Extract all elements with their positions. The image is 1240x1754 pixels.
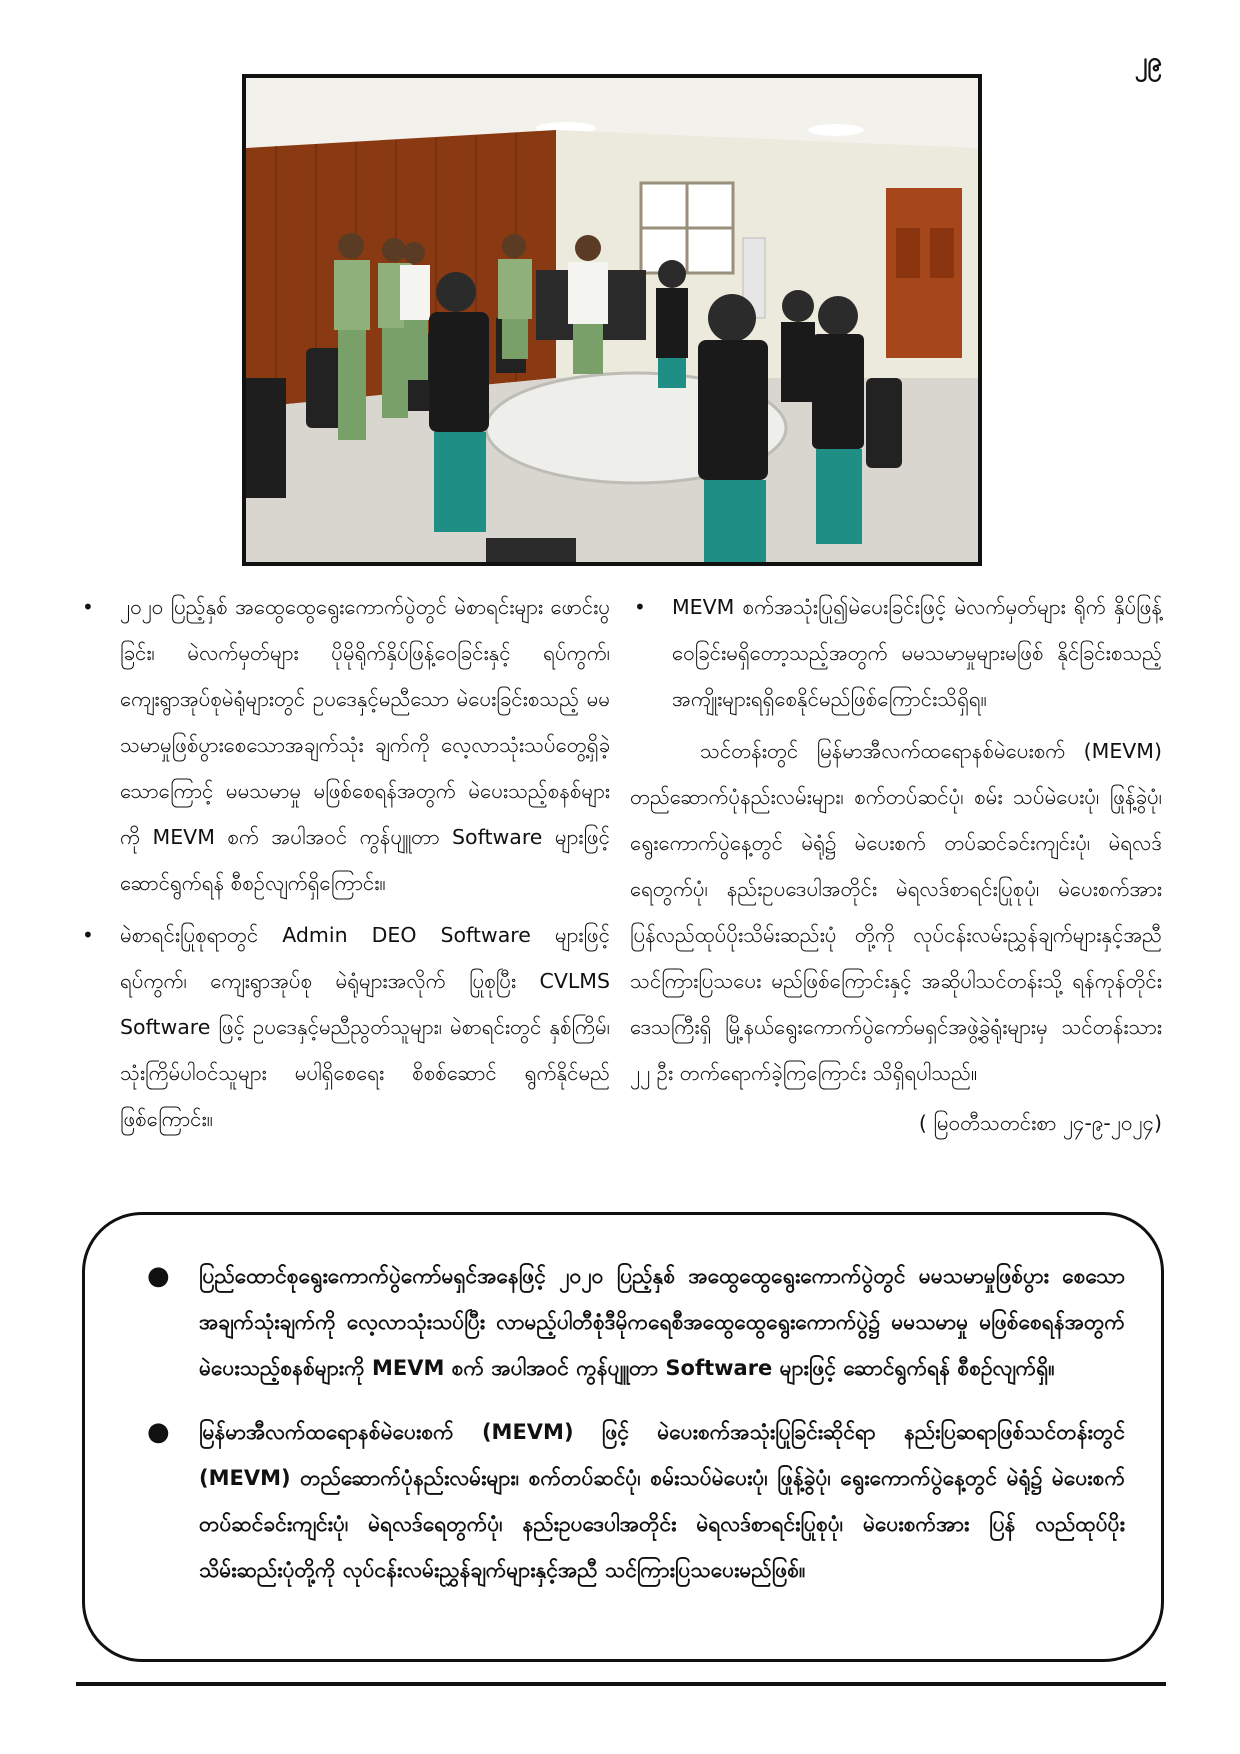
bullet-icon: • bbox=[82, 923, 94, 947]
meeting-room-photo bbox=[242, 74, 982, 566]
right-column bbox=[630, 584, 1162, 1146]
left-column bbox=[78, 584, 610, 1148]
summary-box bbox=[82, 1212, 1164, 1662]
summary-item: ● ပြည်ထောင်စုရွေးကောက်ပွဲကော်မရှင်အနေဖြင့် ၂၀၂၀ ပြည့်နှစ် အထွေထွေရွေးကောက်ပွဲတွင် မမသမာမှုဖြစ်ပွား စေသော အချက်သုံးချက်ကို လေ့လာသုံးသပ်ပြီး လာမည့်ပါတီစုံဒီမိုကရေစီအထွေထွေရွေးကောက်ပွဲ၌ မမသမာမှု မဖြစ်စေရန်အတွက် မဲပေးသည့်စနစ်များကို MEVM စက် အပါအဝင် ကွန်ပျူတာ Software များဖြင့် ဆောင်ရွက်ရန် စီစဉ်လျက်ရှိ။ bbox=[145, 1253, 1125, 1391]
page-number: ၂၉ bbox=[1134, 47, 1162, 77]
list-item: • မဲစာရင်းပြုစုရာတွင် Admin DEO Software များဖြင့် ရပ်ကွက်၊ ကျေးရွာအုပ်စု မဲရုံများအလိုက် ပြုစုပြီး CVLMS Software ဖြင့် ဥပဒေနှင့်မညီညွတ်သူများ၊ မဲစာရင်းတွင် နှစ်ကြိမ်၊ သုံးကြိမ်ပါဝင်သူများ မပါရှိစေရေး စိစစ်ဆောင် ရွက်နိုင်မည်ဖြစ်ကြောင်း။ bbox=[78, 912, 610, 1142]
bullet-icon: • bbox=[82, 595, 94, 619]
bullet-icon: • bbox=[634, 595, 646, 619]
bullet-icon: ● bbox=[147, 1261, 170, 1291]
bullet-icon: ● bbox=[147, 1417, 170, 1447]
list-item: • MEVM စက်အသုံးပြု၍မဲပေးခြင်းဖြင့် မဲလက်မှတ်များ ရိုက် နှိပ်ဖြန့်ဝေခြင်းမရှိတော့သည့်အတွက် မမသမာမှုများမဖြစ် နိုင်ခြင်းစသည့်အကျိုးများရရှိစေနိုင်မည်ဖြစ်ကြောင်းသိရှိရ။ bbox=[630, 584, 1162, 722]
bottom-divider bbox=[76, 1682, 1166, 1686]
news-source: ( မြဝတီသတင်းစာ ၂၄-၉-၂၀၂၄) bbox=[918, 1111, 1162, 1135]
list-item: • ၂၀၂၀ ပြည့်နှစ် အထွေထွေရွေးကောက်ပွဲတွင် မဲစာရင်းများ ဖောင်းပွခြင်း၊ မဲလက်မှတ်များ ပိုမိုရိုက်နှိပ်ဖြန့်ဝေခြင်းနှင့် ရပ်ကွက်၊ ကျေးရွာအုပ်စုမဲရုံများတွင် ဥပဒေနှင့်မညီသော မဲပေးခြင်းစသည့် မမသမာမှုဖြစ်ပွားစေသောအချက်သုံး ချက်ကို လေ့လာသုံးသပ်တွေ့ရှိခဲ့သောကြောင့် မမသမာမှု မဖြစ်စေရန်အတွက် မဲပေးသည့်စနစ်များကို MEVM စက် အပါအဝင် ကွန်ပျူတာ Software များဖြင့် ဆောင်ရွက်ရန် စီစဉ်လျက်ရှိကြောင်း။ bbox=[78, 584, 610, 906]
training-paragraph: သင်တန်းတွင် မြန်မာအီလက်ထရောနစ်မဲပေးစက် (MEVM) တည်ဆောက်ပုံနည်းလမ်းများ၊ စက်တပ်ဆင်ပုံ၊ စမ်း သပ်မဲပေးပုံ၊ ဖြုန့်ခွဲပုံ၊ ရွေးကောက်ပွဲနေ့တွင် မဲရုံ၌ မဲပေးစက် တပ်ဆင်ခင်းကျင်းပုံ၊ မဲရလဒ်ရေတွက်ပုံ၊ နည်းဥပဒေပါအတိုင်း မဲရလဒ်စာရင်းပြုစုပုံ၊ မဲပေးစက်အား ပြန်လည်ထုပ်ပိုးသိမ်းဆည်းပုံ တို့ကို လုပ်ငန်းလမ်းညွှန်ချက်များနှင့်အညီ သင်ကြားပြသပေး မည်ဖြစ်ကြောင်းနှင့် အဆိုပါသင်တန်းသို့ ရန်ကုန်တိုင်းဒေသကြီးရှိ မြို့နယ်ရွေးကောက်ပွဲကော်မရှင်အဖွဲ့ခွဲရုံးများမှ သင်တန်းသား ၂၂ ဦး တက်ရောက်ခဲ့ကြကြောင်း သိရှိရပါသည်။ bbox=[630, 739, 1162, 1085]
summary-item: ● မြန်မာအီလက်ထရောနစ်မဲပေးစက် (MEVM) ဖြင့် မဲပေးစက်အသုံးပြုခြင်းဆိုင်ရာ နည်းပြဆရာဖြစ်သင်တန်းတွင် (MEVM) တည်ဆောက်ပုံနည်းလမ်းများ၊ စက်တပ်ဆင်ပုံ၊ စမ်းသပ်မဲပေးပုံ၊ ဖြုန့်ခွဲပုံ၊ ရွေးကောက်ပွဲနေ့တွင် မဲရုံ၌ မဲပေးစက်တပ်ဆင်ခင်းကျင်းပုံ၊ မဲရလဒ်ရေတွက်ပုံ၊ နည်းဥပဒေပါအတိုင်း မဲရလဒ်စာရင်းပြုစုပုံ၊ မဲပေးစက်အား ပြန် လည်ထုပ်ပိုးသိမ်းဆည်းပုံတို့ကို လုပ်ငန်းလမ်းညွှန်ချက်များနှင့်အညီ သင်ကြားပြသပေးမည်ဖြစ်။ bbox=[145, 1409, 1125, 1593]
